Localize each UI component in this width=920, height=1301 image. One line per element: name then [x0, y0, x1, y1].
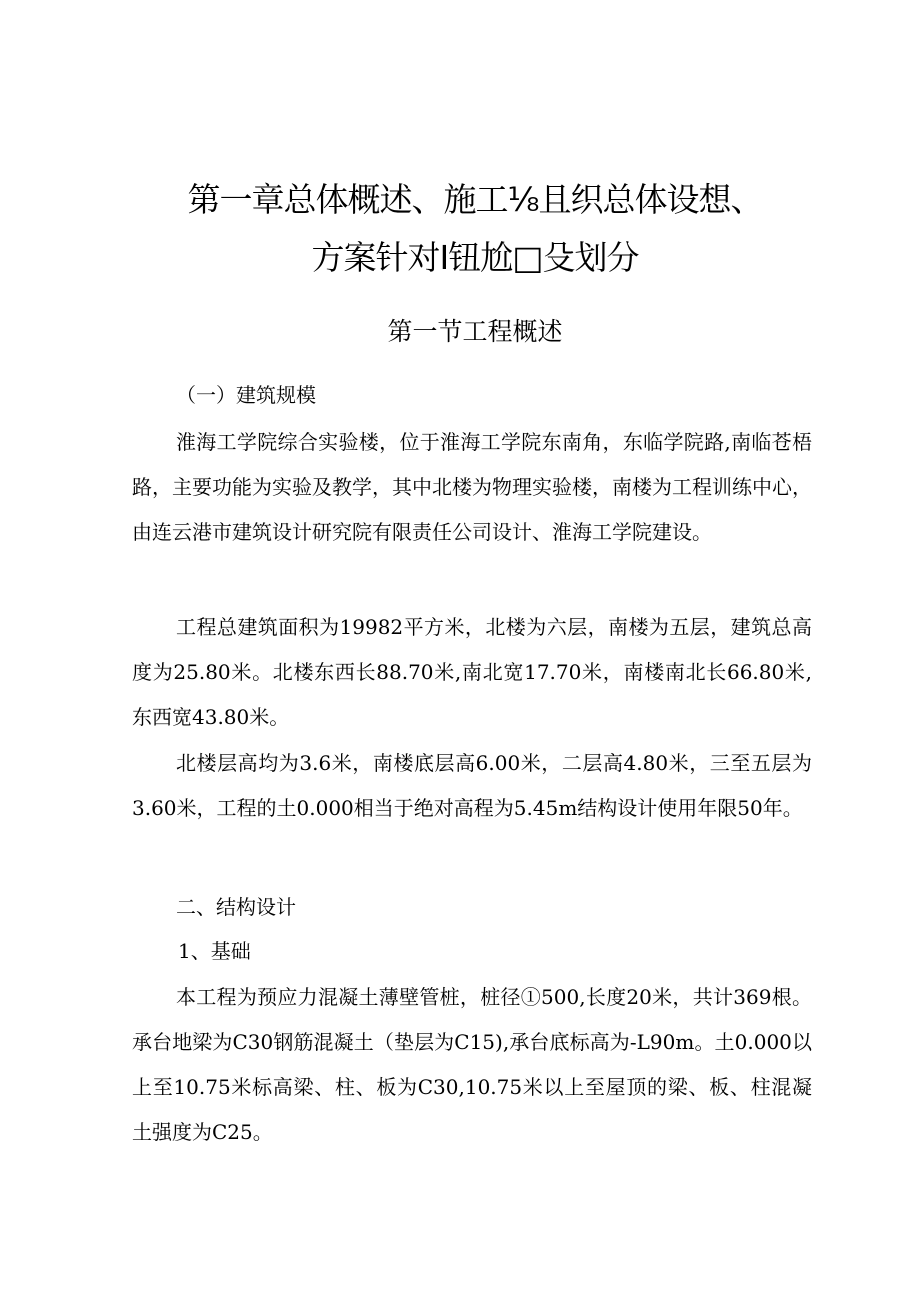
paragraph-area: 工程总建筑面积为19982平方米，北楼为六层，南楼为五层，建筑总高度为25.80米。北楼东西长88.70米,南北宽17.70米，南楼南北长66.80米,东西宽43.80米。 — [132, 615, 812, 729]
paragraph-location: 淮海工学院综合实验楼，位于淮海工学院东南角，东临学院路,南临苍梧路，主要功能为实验及教学，其中北楼为物理实验楼，南楼为工程训练中心，由连云港市建筑设计研究院有限责任公司设计、淮海工学院建设。 — [132, 430, 812, 544]
sub-heading-foundation: 1、基础 — [178, 939, 251, 963]
paragraph-floor-heights: 北楼层高均为3.6米，南楼底层高6.00米，二层高4.80米，三至五层为3.60米，工程的土0.000相当于绝对高程为5.45m结构设计使用年限50年。 — [132, 751, 812, 820]
section-title: 第一节工程概述 — [387, 317, 563, 346]
subsection-heading-structure: 二、结构设计 — [176, 895, 296, 919]
paragraph-foundation: 本工程为预应力混凝土薄壁管桩，桩径①500,长度20米，共计369根。承台地梁为C30钢筋混凝土（垫层为C15),承台底标高为-L90m。土0.000以上至10.75米标高梁、柱、板为C30,10.75米以上至屋顶的梁、板、柱混凝土强度为C25。 — [132, 985, 812, 1144]
chapter-title-line-2: 方案针对I钮尬□殳划分 — [311, 238, 639, 277]
chapter-title-line-1: 第一章总体概述、施工⅛且织总体设想、 — [187, 180, 763, 219]
subsection-heading-building-scale: （一）建筑规模 — [176, 383, 316, 407]
